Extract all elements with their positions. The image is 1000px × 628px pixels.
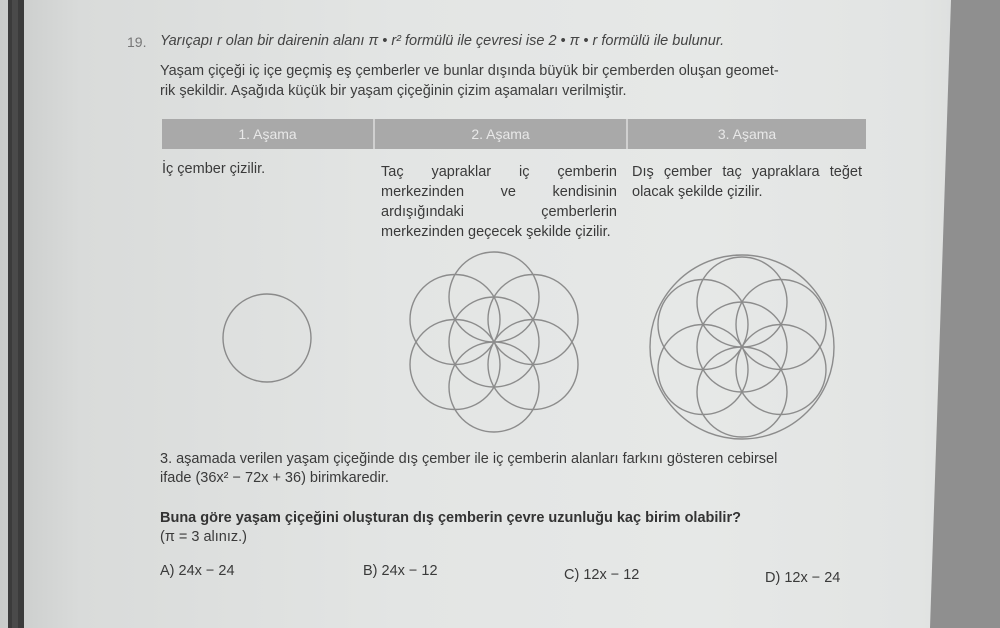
option-c[interactable]: C) 12x − 12 <box>564 567 640 583</box>
paragraph-line-1: Yaşam çiçeği iç içe geçmiş eş çemberler ve bunlar dışında büyük bir çemberden oluşan geomet- <box>160 63 779 79</box>
question-intro: Yarıçapı r olan bir dairenin alanı π • r² formülü ile çevresi ise 2 • π • r formülü ile bulunur. <box>160 33 725 49</box>
stage-2-figure <box>400 249 590 439</box>
stage-2-description: Taç yapraklar iç çemberin merkezinden ve kendisinin ardışığındaki çemberlerin merkezinden geçecek şekilde çizilir. <box>381 164 617 240</box>
paragraph-line-2: rik şekildir. Aşağıda küçük bir yaşam çiçeğinin çizim aşamaları verilmiştir. <box>160 83 627 99</box>
option-b[interactable]: B) 24x − 12 <box>363 563 438 579</box>
stage-1-figure <box>210 281 324 395</box>
stage-3-figure <box>645 250 839 444</box>
header-stage-3: 3. Aşama <box>717 126 777 142</box>
stages-table-header <box>162 119 866 149</box>
pi-note: (π = 3 alınız.) <box>160 529 247 545</box>
header-stage-2: 2. Aşama <box>471 126 530 142</box>
option-a[interactable]: A) 24x − 24 <box>160 563 235 579</box>
problem-line-2: ifade (36x² − 72x + 36) birimkaredir. <box>160 470 389 486</box>
option-d[interactable]: D) 12x − 24 <box>765 570 841 586</box>
problem-line-1: 3. aşamada verilen yaşam çiçeğinde dış çember ile iç çemberin alanları farkını gösteren cebirsel <box>160 451 778 467</box>
header-stage-1: 1. Aşama <box>238 126 297 142</box>
stage-3-description: Dış çember taç yapraklara teğet olacak şekilde çizilir. <box>632 164 862 200</box>
binder-edge-inner <box>12 0 18 628</box>
stage-1-description: İç çember çizilir. <box>162 161 266 177</box>
question-prompt: Buna göre yaşam çiçeğini oluşturan dış çemberin çevre uzunluğu kaç birim olabilir? <box>160 510 741 526</box>
question-number: 19. <box>127 34 147 50</box>
